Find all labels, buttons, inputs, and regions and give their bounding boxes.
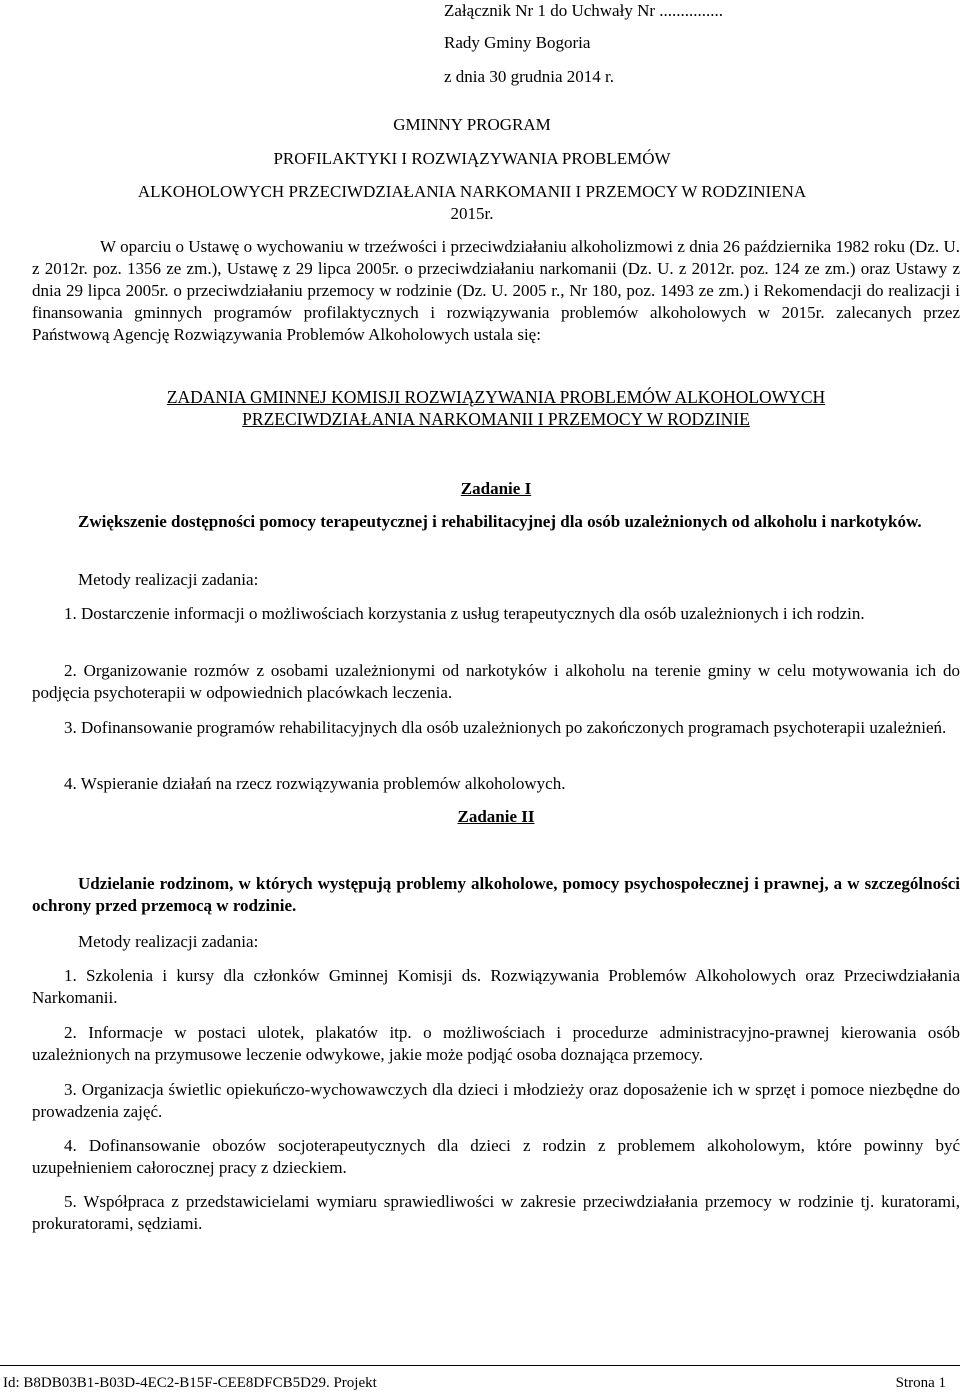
main-heading-line-2: PRZECIWDZIAŁANIA NARKOMANII I PRZEMOCY W RODZINIE xyxy=(242,409,750,429)
item-text: Szkolenia i kursy dla członków Gminnej Komisji ds. Rozwiązywania Problemów Alkoholowych oraz Przeciwdziałania Narkomanii. xyxy=(32,966,960,1007)
item-text: Dostarczenie informacji o możliwościach korzystania z usług terapeutycznych dla osób uzależnionych i ich rodzin. xyxy=(81,604,865,623)
item-text: Współpraca z przedstawicielami wymiaru sprawiedliwości w zakresie przeciwdziałania przemocy w rodzinie tj. kuratorami, prokuratorami, sędziami. xyxy=(32,1192,960,1233)
attachment-line: Załącznik Nr 1 do Uchwały Nr ............... xyxy=(444,1,724,20)
task-1-title: Zwiększenie dostępności pomocy terapeutycznej i rehabilitacyjnej dla osób uzależnionych od alkoholu i narkotyków. xyxy=(78,512,922,531)
item-number: 2. xyxy=(64,661,77,680)
item-number: 3. xyxy=(64,1080,77,1099)
item-number: 3. xyxy=(64,718,77,737)
main-heading-line-1: ZADANIA GMINNEJ KOMISJI ROZWIĄZYWANIA PROBLEMÓW ALKOHOLOWYCH xyxy=(166,387,826,407)
task-1-item-4 xyxy=(32,773,960,795)
title-line-1: GMINNY PROGRAM xyxy=(393,115,551,134)
task-1-item-2 xyxy=(32,660,960,704)
title-line-3: ALKOHOLOWYCH PRZECIWDZIAŁANIA NARKOMANII I PRZEMOCY W RODZINIENA xyxy=(137,182,807,201)
task-2-item-4 xyxy=(32,1135,960,1179)
item-text: Dofinansowanie obozów socjoterapeutycznych dla dzieci z rodzin z problemem alkoholowym, które powinny być uzupełnieniem całorocznej pracy z dzieckiem. xyxy=(32,1136,960,1177)
item-number: 2. xyxy=(64,1023,77,1042)
title-line-2: PROFILAKTYKI I ROZWIĄZYWANIA PROBLEMÓW xyxy=(273,149,671,168)
task-2-item-1 xyxy=(32,965,960,1009)
footer-divider xyxy=(0,1365,960,1366)
task-2-item-5 xyxy=(32,1191,960,1235)
page-number: Strona 1 xyxy=(895,1375,946,1391)
document-id: Id: B8DB03B1-B03D-4EC2-B15F-CEE8DFCB5D29. Projekt xyxy=(3,1375,377,1391)
item-number: 1. xyxy=(64,604,77,623)
task-2-item-2 xyxy=(32,1022,960,1066)
item-number: 1. xyxy=(64,966,77,985)
task-2-title: Udzielanie rodzinom, w których występują problemy alkoholowe, pomocy psychospołecznej i prawnej, a w szczególności ochrony przed przemocą w rodzinie. xyxy=(32,874,960,915)
item-text: Wspieranie działań na rzecz rozwiązywania problemów alkoholowych. xyxy=(80,774,566,793)
item-number: 4. xyxy=(64,1136,77,1155)
task-1-heading: Zadanie I xyxy=(460,479,532,498)
task-1-methods-label: Metody realizacji zadania: xyxy=(78,570,259,589)
task-1-item-3 xyxy=(32,717,960,739)
task-2-methods-label: Metody realizacji zadania: xyxy=(78,932,259,951)
task-2-item-3 xyxy=(32,1079,960,1123)
intro-paragraph: W oparciu o Ustawę o wychowaniu w trzeźwości i przeciwdziałaniu alkoholizmowi z dnia 26 października 1982 roku (Dz. U. z 2012r. poz. 1356 ze zm.), Ustawę z 29 lipca 2005r. o przeciwdziałaniu narkomanii (Dz. U. z 2012r. poz. 124 ze zm.) oraz Ustawy z dnia 29 lipca 2005r. o przeciwdziałaniu przemocy w rodzinie (Dz. U. 2005 r., Nr 180, poz. 1493 ze zm.) i Rekomendacji do realizacji i finansowania gminnych programów profilaktycznych i rozwiązywania problemów alkoholowych w 2015r. zalecanych przez Państwową Agencję Rozwiązywania Problemów Alkoholowych ustala się: xyxy=(32,237,960,344)
item-text: Organizacja świetlic opiekuńczo-wychowawczych dla dzieci i młodzieży oraz doposażenie ich w sprzęt i pomoce niezbędne do prowadzenia zajęć. xyxy=(32,1080,960,1121)
item-text: Informacje w postaci ulotek, plakatów itp. o możliwościach i procedurze administracyjno-prawnej kierowania osób uzależnionych na przymusowe leczenie odwykowe, jakie może podjąć osoba doznająca przemocy. xyxy=(32,1023,960,1064)
document-page xyxy=(32,0,960,1393)
date-line: z dnia 30 grudnia 2014 r. xyxy=(444,67,614,86)
title-line-4: 2015r. xyxy=(450,204,494,223)
task-1-item-1 xyxy=(32,603,960,625)
item-text: Organizowanie rozmów z osobami uzależnionymi od narkotyków i alkoholu na terenie gminy w celu motywowania ich do podjęcia psychoterapii w odpowiednich placówkach leczenia. xyxy=(32,661,960,702)
task-2-heading: Zadanie II xyxy=(457,807,535,826)
item-text: Dofinansowanie programów rehabilitacyjnych dla osób uzależnionych po zakończonych programach psychoterapii uzależnień. xyxy=(81,718,947,737)
item-number: 5. xyxy=(64,1192,77,1211)
council-line: Rady Gminy Bogoria xyxy=(444,33,591,52)
item-number: 4. xyxy=(64,774,77,793)
